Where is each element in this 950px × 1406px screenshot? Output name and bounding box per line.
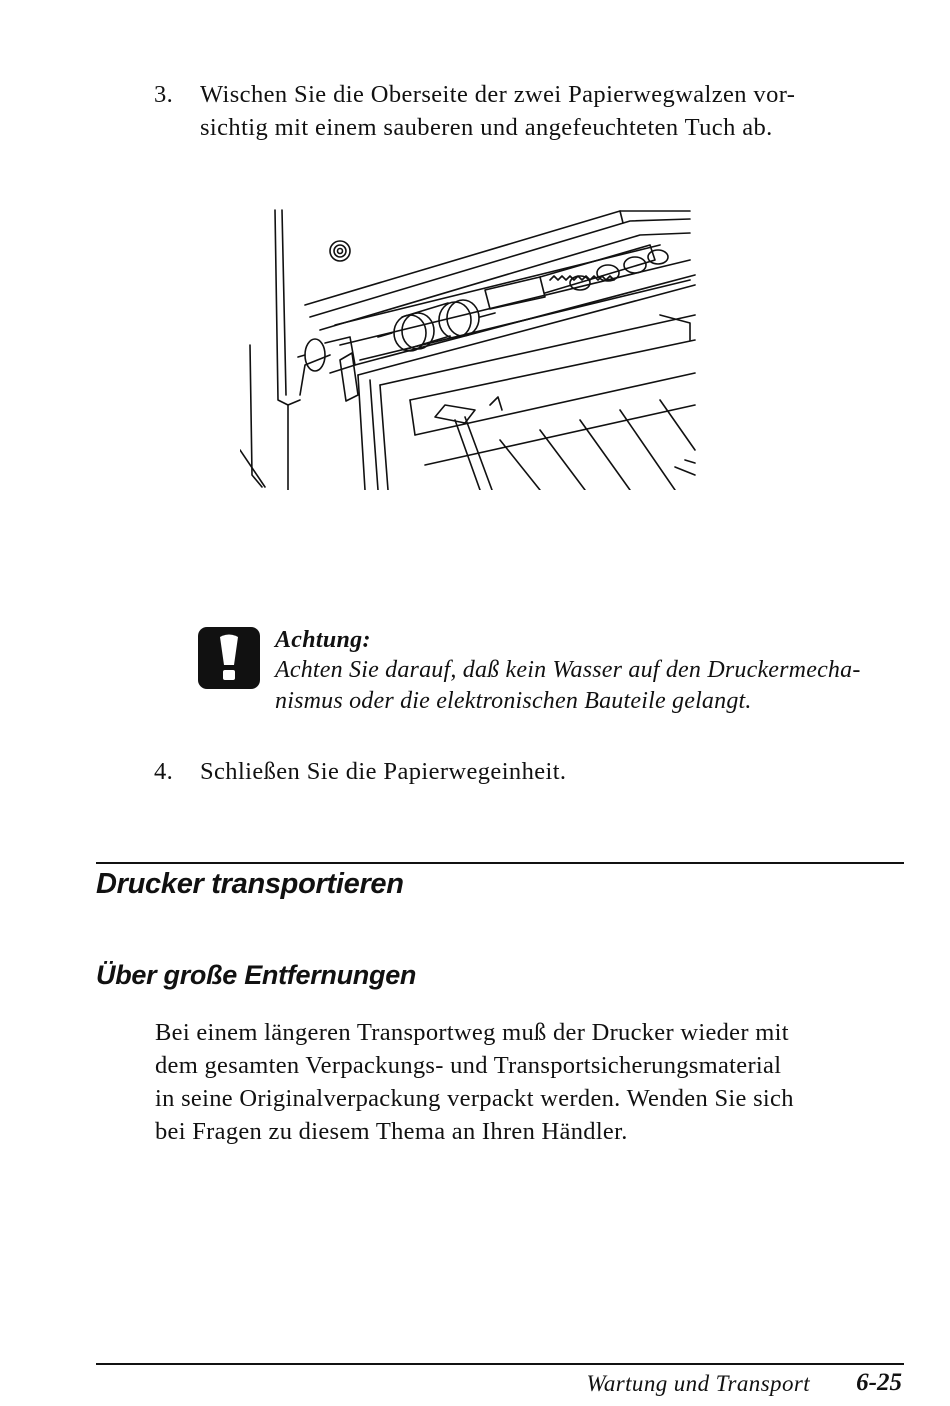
step-text (200, 755, 566, 788)
section-paragraph (155, 1016, 905, 1148)
caution-text (275, 655, 915, 717)
footer-chapter-title: Wartung und Transport (586, 1371, 810, 1396)
caution-notice (198, 625, 918, 725)
exclamation-icon (198, 627, 260, 689)
paragraph-line: in seine Originalverpackung verpackt werden. Wenden Sie sich (155, 1085, 794, 1112)
printer-paper-path-illustration (240, 205, 700, 490)
section-divider (96, 862, 904, 864)
paragraph-line: Bei einem längeren Transportweg muß der Drucker wieder mit (155, 1019, 789, 1046)
step-number: 4. (154, 758, 174, 785)
caution-text-line: Achten Sie darauf, daß kein Wasser auf den Druckermecha- (275, 657, 861, 683)
step-text-line: Schließen Sie die Papierwegeinheit. (200, 758, 567, 785)
paragraph-line: bei Fragen zu diesem Thema an Ihren Händler. (155, 1118, 628, 1145)
caution-title: Achtung: (275, 627, 371, 653)
paragraph-line: dem gesamten Verpackungs- und Transportsicherungsmaterial (155, 1052, 782, 1079)
step-text (200, 78, 795, 144)
footer-divider (96, 1363, 904, 1365)
step-text-line: sichtig mit einem sauberen und angefeuchteten Tuch ab. (200, 114, 773, 141)
caution-text-line: nismus oder die elektronischen Bauteile gelangt. (275, 688, 752, 714)
step-text-line: Wischen Sie die Oberseite der zwei Papierwegwalzen vor- (200, 81, 796, 108)
page-number: 6-25 (856, 1369, 902, 1396)
section-heading: Drucker transportieren (96, 868, 404, 900)
step-number: 3. (154, 81, 174, 108)
subsection-heading: Über große Entfernungen (96, 960, 417, 990)
